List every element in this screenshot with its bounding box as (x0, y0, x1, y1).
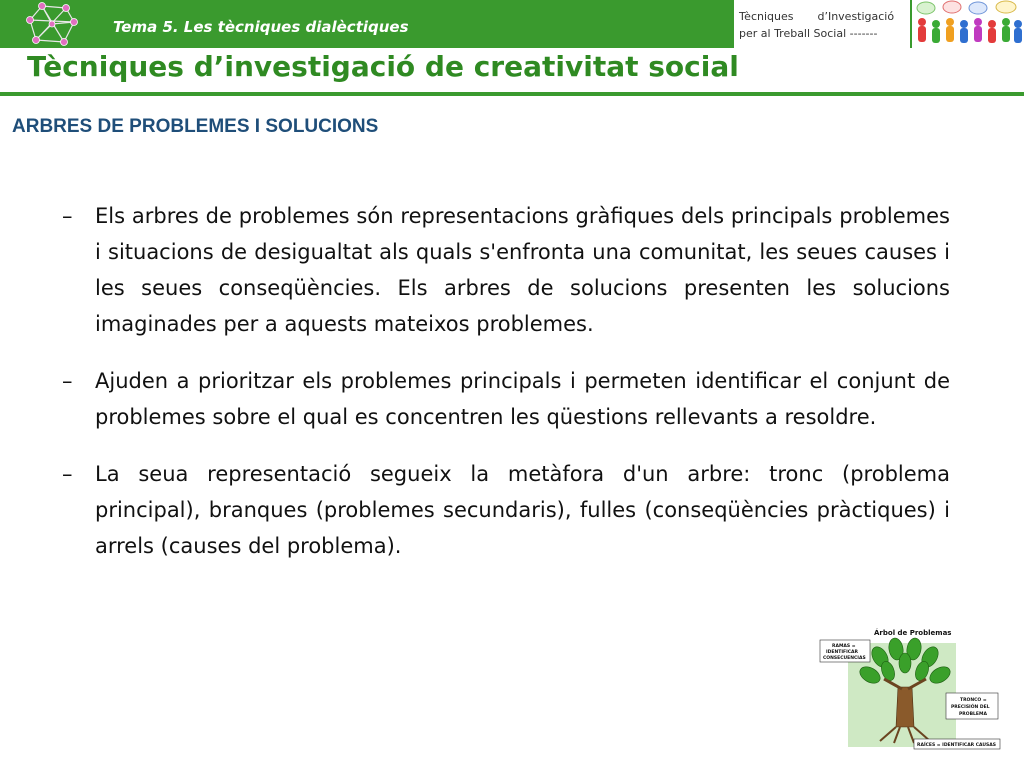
problem-tree-image (818, 627, 1006, 751)
tree-label-branches-2: IDENTIFICAR (826, 650, 858, 655)
bullet-item (62, 456, 950, 564)
bullet-text: Els arbres de problemes són representacions gràfiques dels principals problemes i situacions de desigualtat als quals s'enfronta una comunitat, les seues causes i les seues conseqüències. Els arbres de solucions presenten les solucions imaginades per a aquests mateixos problemes. (95, 204, 950, 336)
header-title: Tema 5. Les tècniques dialèctiques (113, 18, 409, 36)
bullet-item (62, 198, 950, 342)
tree-label-trunk-1: TRONCO = (960, 698, 987, 703)
tree-label-branches-3: CONSECUENCIAS (823, 656, 866, 661)
bullet-text: Ajuden a prioritzar els problemes principals i permeten identificar el conjunt de problemes sobre el qual es concentren les qüestions rellevants a resoldre. (95, 369, 950, 429)
bullet-list (62, 198, 950, 585)
tree-label-trunk-3: PROBLEMA (959, 712, 987, 717)
people-speech-bubbles-icon (912, 0, 1024, 48)
header-course-box (734, 0, 910, 48)
page-title: Tècniques d’investigació de creativitat social (27, 50, 739, 83)
header-course-line-2: per al Treball Social ------- (739, 27, 878, 40)
bullet-dash: – (62, 462, 73, 486)
header-course-word-1: Tècniques (739, 10, 794, 23)
title-divider (0, 92, 1024, 96)
tree-label-roots: RAÍCES = IDENTIFICAR CAUSAS (917, 743, 996, 748)
bullet-item (62, 363, 950, 435)
tree-label-trunk-2: PRECISIÓN DEL (951, 705, 990, 710)
header-course-word-2: d’Investigació (817, 10, 895, 23)
tree-label-branches-1: RAMAS = (832, 644, 856, 649)
header-course-line-1 (739, 10, 894, 23)
network-logo-icon (22, 0, 86, 48)
bullet-dash: – (62, 369, 73, 393)
bullet-text: La seua representació segueix la metàfora d'un arbre: tronc (problema principal), branques (problemes secundaris), fulles (conseqüències pràctiques) i arrels (causes del problema). (95, 462, 950, 558)
bullet-dash: – (62, 204, 73, 228)
section-heading: ARBRES DE PROBLEMES I SOLUCIONS (12, 116, 379, 137)
tree-title: Árbol de Problemas (874, 629, 952, 637)
